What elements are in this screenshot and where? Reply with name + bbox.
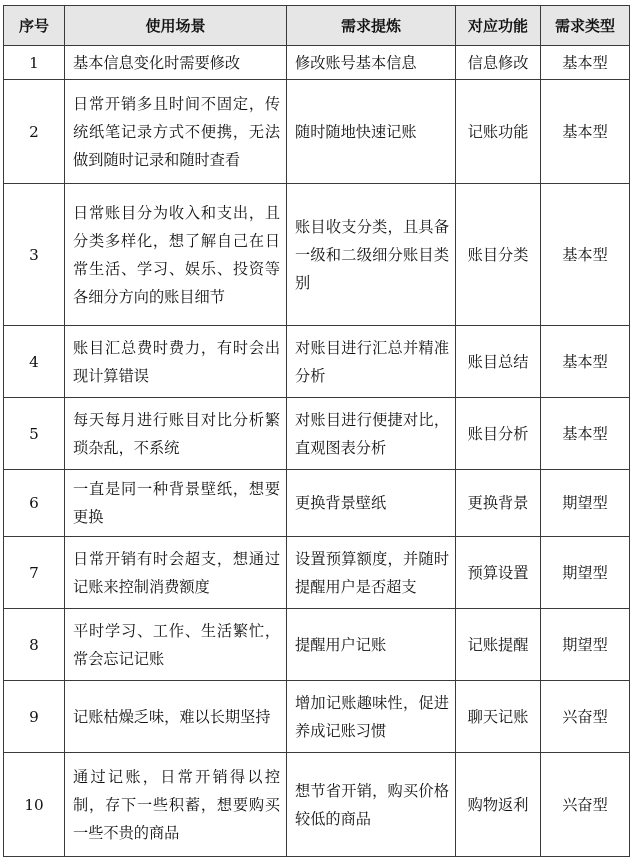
row-index: 5 <box>4 398 65 470</box>
row-index: 6 <box>4 470 65 537</box>
row-type: 基本型 <box>541 326 630 398</box>
row-scene: 每天每月进行账目对比分析繁琐杂乱，不系统 <box>65 398 287 470</box>
table-row <box>4 46 630 80</box>
row-scene: 基本信息变化时需要修改 <box>65 46 287 80</box>
table-row <box>4 609 630 681</box>
header-requirement: 需求提炼 <box>287 6 456 46</box>
row-type: 期望型 <box>541 537 630 609</box>
row-requirement: 对账目进行便捷对比，直观图表分析 <box>287 398 456 470</box>
row-type: 基本型 <box>541 80 630 184</box>
row-scene: 日常开销多且时间不固定，传统纸笔记录方式不便携，无法做到随时记录和随时查看 <box>65 80 287 184</box>
table-body <box>4 46 630 857</box>
row-type: 期望型 <box>541 470 630 537</box>
row-function: 信息修改 <box>456 46 541 80</box>
row-index: 7 <box>4 537 65 609</box>
row-index: 1 <box>4 46 65 80</box>
row-requirement: 更换背景壁纸 <box>287 470 456 537</box>
row-function: 预算设置 <box>456 537 541 609</box>
row-index: 10 <box>4 753 65 857</box>
row-function: 更换背景 <box>456 470 541 537</box>
row-requirement: 设置预算额度，并随时提醒用户是否超支 <box>287 537 456 609</box>
row-index: 8 <box>4 609 65 681</box>
table-row <box>4 470 630 537</box>
header-function: 对应功能 <box>456 6 541 46</box>
row-index: 4 <box>4 326 65 398</box>
header-index: 序号 <box>4 6 65 46</box>
row-requirement: 修改账号基本信息 <box>287 46 456 80</box>
table-row <box>4 398 630 470</box>
table-row <box>4 184 630 326</box>
row-scene: 日常开销有时会超支，想通过记账来控制消费额度 <box>65 537 287 609</box>
header-usage-scene: 使用场景 <box>65 6 287 46</box>
row-scene: 平时学习、工作、生活繁忙，常会忘记记账 <box>65 609 287 681</box>
row-function: 购物返利 <box>456 753 541 857</box>
table-row <box>4 80 630 184</box>
row-requirement: 提醒用户记账 <box>287 609 456 681</box>
row-requirement: 账目收支分类，且具备一级和二级细分账目类别 <box>287 184 456 326</box>
row-requirement: 想节省开销，购买价格较低的商品 <box>287 753 456 857</box>
row-requirement: 随时随地快速记账 <box>287 80 456 184</box>
row-requirement: 对账目进行汇总并精准分析 <box>287 326 456 398</box>
row-type: 期望型 <box>541 609 630 681</box>
row-index: 3 <box>4 184 65 326</box>
table-header <box>4 6 630 46</box>
table-row <box>4 681 630 753</box>
row-scene: 账目汇总费时费力，有时会出现计算错误 <box>65 326 287 398</box>
row-type: 基本型 <box>541 184 630 326</box>
row-requirement: 增加记账趣味性，促进养成记账习惯 <box>287 681 456 753</box>
row-index: 9 <box>4 681 65 753</box>
row-type: 基本型 <box>541 46 630 80</box>
table-row <box>4 753 630 857</box>
row-function: 账目分类 <box>456 184 541 326</box>
requirements-table <box>3 5 630 857</box>
row-scene: 一直是同一种背景壁纸，想要更换 <box>65 470 287 537</box>
header-requirement-type: 需求类型 <box>541 6 630 46</box>
row-type: 基本型 <box>541 398 630 470</box>
row-function: 账目分析 <box>456 398 541 470</box>
row-scene: 通过记账，日常开销得以控制，存下一些积蓄，想要购买一些不贵的商品 <box>65 753 287 857</box>
table-row <box>4 537 630 609</box>
row-index: 2 <box>4 80 65 184</box>
row-scene: 日常账目分为收入和支出，且分类多样化，想了解自己在日常生活、学习、娱乐、投资等各细分方向的账目细节 <box>65 184 287 326</box>
table-row <box>4 326 630 398</box>
row-type: 兴奋型 <box>541 681 630 753</box>
row-function: 账目总结 <box>456 326 541 398</box>
row-function: 记账功能 <box>456 80 541 184</box>
row-function: 记账提醒 <box>456 609 541 681</box>
row-scene: 记账枯燥乏味，难以长期坚持 <box>65 681 287 753</box>
row-type: 兴奋型 <box>541 753 630 857</box>
row-function: 聊天记账 <box>456 681 541 753</box>
header-row <box>4 6 630 46</box>
